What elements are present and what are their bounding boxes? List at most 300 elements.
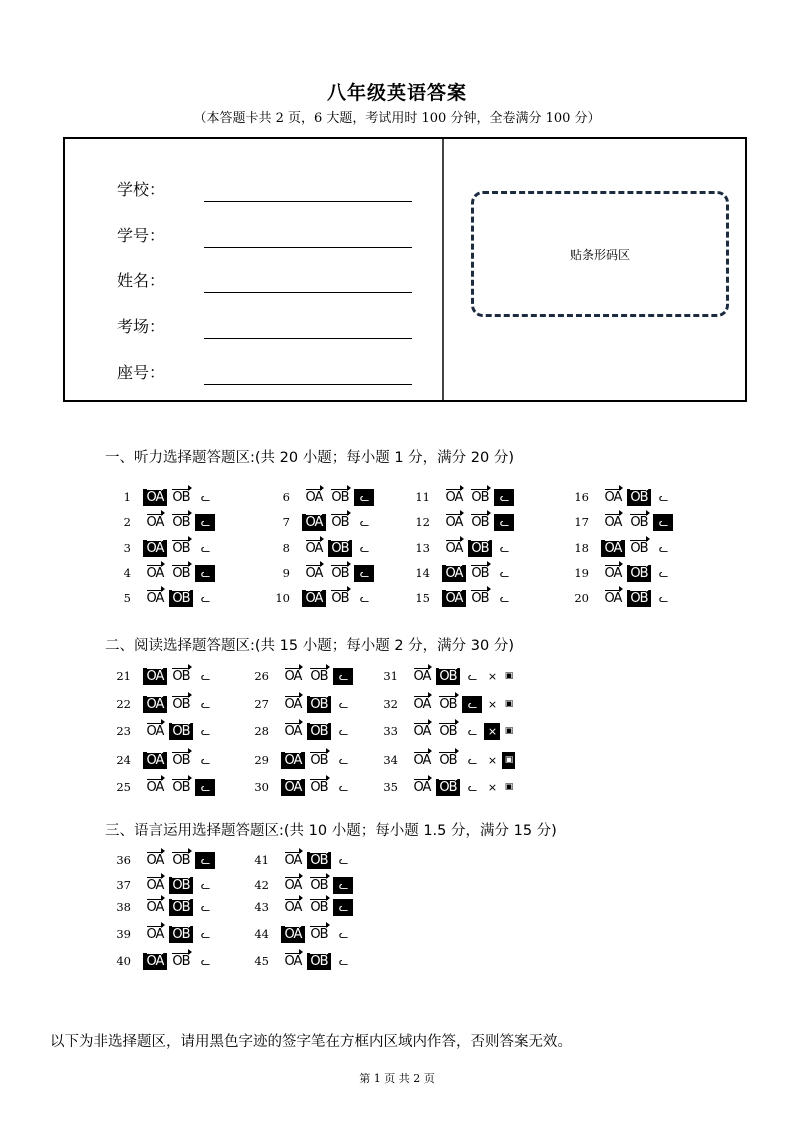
option-a-bubble[interactable] — [281, 926, 305, 943]
option-b-glyph: OB — [172, 565, 190, 581]
option-a-bubble[interactable] — [143, 877, 167, 894]
option-e-bubble[interactable] — [502, 723, 515, 740]
option-c-bubble[interactable] — [354, 540, 374, 557]
option-c-bubble[interactable] — [195, 752, 215, 769]
option-a-bubble[interactable] — [143, 514, 167, 531]
question-number: 24 — [116, 753, 131, 767]
question-number: 2 — [123, 515, 131, 529]
question-31 — [374, 667, 517, 685]
option-a-bubble[interactable] — [281, 752, 305, 769]
option-b-bubble[interactable] — [627, 540, 651, 557]
option-c-bubble[interactable] — [333, 668, 353, 685]
option-a-bubble[interactable] — [601, 590, 625, 607]
option-c-glyph: ᓚ — [338, 878, 348, 892]
option-a-bubble[interactable] — [601, 565, 625, 582]
question-11 — [406, 488, 516, 506]
option-c-bubble[interactable] — [462, 723, 482, 740]
option-a-glyph: OA — [146, 590, 164, 606]
option-b-glyph: OB — [310, 779, 328, 795]
page-number: 第 1 页 共 2 页 — [359, 1072, 435, 1085]
option-b-bubble[interactable] — [307, 668, 331, 685]
question-16 — [565, 488, 675, 506]
question-1 — [107, 488, 217, 506]
question-number: 35 — [383, 780, 398, 794]
option-c-bubble[interactable] — [195, 877, 215, 894]
option-b-bubble[interactable] — [328, 514, 352, 531]
option-c-bubble[interactable] — [333, 752, 353, 769]
option-c-bubble[interactable] — [354, 590, 374, 607]
question-24 — [107, 751, 217, 769]
question-number: 19 — [574, 566, 589, 580]
option-b-bubble[interactable] — [169, 489, 193, 506]
option-c-bubble[interactable] — [354, 489, 374, 506]
option-c-bubble[interactable] — [494, 489, 514, 506]
option-b-glyph: OB — [630, 540, 648, 556]
question-44 — [245, 925, 355, 943]
question-number: 37 — [116, 878, 131, 892]
option-c-bubble[interactable] — [195, 696, 215, 713]
option-a-bubble[interactable] — [601, 489, 625, 506]
option-a-glyph: OA — [604, 514, 622, 530]
option-a-glyph: OA — [445, 565, 463, 581]
option-a-glyph: OA — [604, 489, 622, 505]
option-c-glyph: ᓚ — [200, 566, 210, 580]
option-c-bubble[interactable] — [333, 877, 353, 894]
option-c-bubble[interactable] — [195, 899, 215, 916]
question-number: 28 — [254, 724, 269, 738]
option-c-glyph: ᓚ — [499, 566, 509, 580]
option-b-bubble[interactable] — [169, 590, 193, 607]
option-b-bubble[interactable] — [307, 779, 331, 796]
option-b-bubble[interactable] — [627, 590, 651, 607]
option-b-glyph: OB — [172, 852, 190, 868]
question-45 — [245, 952, 355, 970]
question-number: 16 — [574, 490, 589, 504]
option-b-bubble[interactable] — [307, 752, 331, 769]
option-b-glyph: OB — [439, 723, 457, 739]
option-a-bubble[interactable] — [442, 489, 466, 506]
option-e-glyph: ▣ — [504, 725, 513, 736]
option-a-glyph: OA — [413, 696, 431, 712]
option-b-bubble[interactable] — [436, 696, 460, 713]
question-8 — [266, 539, 376, 557]
option-c-bubble[interactable] — [333, 852, 353, 869]
option-a-bubble[interactable] — [302, 489, 326, 506]
option-a-glyph: OA — [284, 926, 302, 942]
option-b-bubble[interactable] — [169, 752, 193, 769]
option-a-bubble[interactable] — [281, 723, 305, 740]
option-c-glyph: ᓚ — [200, 954, 210, 968]
option-a-bubble[interactable] — [143, 752, 167, 769]
option-a-glyph: OA — [284, 899, 302, 915]
option-c-bubble[interactable] — [462, 696, 482, 713]
option-c-glyph: ᓚ — [338, 724, 348, 738]
option-a-glyph: OA — [284, 723, 302, 739]
name-label: 姓名： — [117, 271, 166, 290]
option-a-bubble[interactable] — [410, 723, 434, 740]
option-c-glyph: ᓚ — [200, 515, 210, 529]
option-d-bubble[interactable] — [484, 752, 500, 769]
option-a-bubble[interactable] — [410, 696, 434, 713]
option-c-bubble[interactable] — [494, 590, 514, 607]
option-a-bubble[interactable] — [410, 752, 434, 769]
question-number: 26 — [254, 669, 269, 683]
option-c-glyph: ᓚ — [338, 853, 348, 867]
option-b-bubble[interactable] — [169, 953, 193, 970]
option-a-bubble[interactable] — [281, 852, 305, 869]
option-c-glyph: ᓚ — [658, 566, 668, 580]
question-number: 8 — [282, 541, 290, 555]
option-c-bubble[interactable] — [462, 779, 482, 796]
option-a-glyph: OA — [284, 696, 302, 712]
option-b-bubble[interactable] — [307, 877, 331, 894]
question-number: 17 — [574, 515, 589, 529]
option-a-glyph: OA — [445, 514, 463, 530]
option-b-bubble[interactable] — [436, 779, 460, 796]
question-number: 38 — [116, 900, 131, 914]
option-a-glyph: OA — [146, 953, 164, 969]
option-a-bubble[interactable] — [442, 540, 466, 557]
option-a-glyph: OA — [146, 514, 164, 530]
option-a-bubble[interactable] — [442, 590, 466, 607]
option-a-glyph: OA — [445, 540, 463, 556]
question-number: 11 — [415, 490, 430, 504]
option-a-glyph: OA — [284, 752, 302, 768]
option-c-glyph: ᓚ — [200, 697, 210, 711]
seat-label: 座号： — [117, 363, 166, 382]
option-c-bubble[interactable] — [195, 953, 215, 970]
question-29 — [245, 751, 355, 769]
option-a-bubble[interactable] — [143, 723, 167, 740]
option-a-glyph: OA — [146, 877, 164, 893]
option-a-glyph: OA — [146, 565, 164, 581]
option-a-glyph: OA — [284, 877, 302, 893]
option-b-glyph: OB — [439, 752, 457, 768]
question-13 — [406, 539, 516, 557]
question-number: 10 — [275, 591, 290, 605]
option-c-bubble[interactable] — [333, 723, 353, 740]
option-c-bubble[interactable] — [195, 668, 215, 685]
option-a-glyph: OA — [305, 514, 323, 530]
option-c-bubble[interactable] — [333, 899, 353, 916]
option-a-bubble[interactable] — [281, 668, 305, 685]
question-41 — [245, 851, 355, 869]
option-b-glyph: OB — [172, 877, 190, 893]
option-c-bubble[interactable] — [653, 565, 673, 582]
option-c-bubble[interactable] — [195, 540, 215, 557]
option-b-bubble[interactable] — [169, 514, 193, 531]
option-a-glyph: OA — [284, 852, 302, 868]
student-id-line — [204, 247, 412, 248]
question-15 — [406, 589, 516, 607]
option-a-glyph: OA — [284, 779, 302, 795]
option-b-glyph: OB — [172, 899, 190, 915]
option-b-bubble[interactable] — [328, 590, 352, 607]
option-c-bubble[interactable] — [494, 540, 514, 557]
option-a-bubble[interactable] — [143, 953, 167, 970]
option-c-bubble[interactable] — [462, 668, 482, 685]
exam-room-line — [204, 338, 412, 339]
option-c-bubble[interactable] — [494, 565, 514, 582]
option-b-bubble[interactable] — [436, 752, 460, 769]
option-b-bubble[interactable] — [436, 723, 460, 740]
option-c-glyph: ᓚ — [359, 591, 369, 605]
question-22 — [107, 695, 217, 713]
option-a-bubble[interactable] — [442, 565, 466, 582]
question-19 — [565, 564, 675, 582]
option-c-glyph: ᓚ — [658, 490, 668, 504]
question-number: 12 — [415, 515, 430, 529]
option-d-glyph: ⨯ — [487, 724, 497, 738]
option-a-glyph: OA — [146, 752, 164, 768]
section-3-heading: 三、语言运用选择题答题区:(共 10 小题；每小题 1.5 分，满分 15 分) — [105, 823, 557, 839]
option-c-bubble[interactable] — [195, 590, 215, 607]
option-a-bubble[interactable] — [143, 668, 167, 685]
option-a-glyph: OA — [146, 852, 164, 868]
option-b-glyph: OB — [310, 668, 328, 684]
question-4 — [107, 564, 217, 582]
option-b-bubble[interactable] — [307, 953, 331, 970]
option-c-glyph: ᓚ — [499, 515, 509, 529]
option-b-bubble[interactable] — [307, 852, 331, 869]
option-a-bubble[interactable] — [302, 540, 326, 557]
option-a-bubble[interactable] — [143, 489, 167, 506]
option-c-bubble[interactable] — [354, 514, 374, 531]
option-a-bubble[interactable] — [601, 514, 625, 531]
option-c-bubble[interactable] — [653, 590, 673, 607]
option-e-bubble[interactable] — [502, 668, 515, 685]
option-e-bubble[interactable] — [502, 779, 515, 796]
option-b-glyph: OB — [310, 696, 328, 712]
option-c-bubble[interactable] — [653, 514, 673, 531]
option-c-bubble[interactable] — [195, 514, 215, 531]
option-b-glyph: OB — [439, 779, 457, 795]
option-a-bubble[interactable] — [143, 779, 167, 796]
option-b-bubble[interactable] — [307, 696, 331, 713]
option-d-glyph: ⨯ — [487, 753, 497, 767]
option-a-bubble[interactable] — [281, 953, 305, 970]
option-d-bubble[interactable] — [484, 668, 500, 685]
option-a-bubble[interactable] — [601, 540, 625, 557]
option-a-bubble[interactable] — [143, 540, 167, 557]
question-number: 3 — [123, 541, 131, 555]
question-23 — [107, 722, 217, 740]
option-b-bubble[interactable] — [169, 852, 193, 869]
option-b-bubble[interactable] — [328, 489, 352, 506]
option-a-glyph: OA — [305, 590, 323, 606]
question-number: 27 — [254, 697, 269, 711]
question-12 — [406, 513, 516, 531]
option-b-bubble[interactable] — [436, 668, 460, 685]
option-a-bubble[interactable] — [302, 514, 326, 531]
option-c-glyph: ᓚ — [338, 954, 348, 968]
option-a-bubble[interactable] — [143, 565, 167, 582]
option-c-glyph: ᓚ — [467, 753, 477, 767]
option-c-bubble[interactable] — [333, 696, 353, 713]
option-d-bubble[interactable] — [484, 696, 500, 713]
option-c-bubble[interactable] — [462, 752, 482, 769]
question-number: 18 — [574, 541, 589, 555]
option-b-bubble[interactable] — [169, 779, 193, 796]
option-a-bubble[interactable] — [281, 877, 305, 894]
option-d-glyph: ⨯ — [487, 780, 497, 794]
option-c-bubble[interactable] — [195, 926, 215, 943]
option-b-bubble[interactable] — [169, 899, 193, 916]
option-b-glyph: OB — [172, 779, 190, 795]
question-26 — [245, 667, 355, 685]
option-a-bubble[interactable] — [281, 696, 305, 713]
option-b-glyph: OB — [310, 723, 328, 739]
question-number: 31 — [383, 669, 398, 683]
option-b-glyph: OB — [630, 514, 648, 530]
option-a-bubble[interactable] — [143, 590, 167, 607]
question-number: 23 — [116, 724, 131, 738]
option-c-bubble[interactable] — [653, 540, 673, 557]
question-number: 32 — [383, 697, 398, 711]
option-b-bubble[interactable] — [627, 514, 651, 531]
option-b-bubble[interactable] — [468, 540, 492, 557]
option-a-glyph: OA — [413, 723, 431, 739]
option-c-bubble[interactable] — [333, 779, 353, 796]
option-b-glyph: OB — [630, 489, 648, 505]
option-b-bubble[interactable] — [169, 723, 193, 740]
option-c-bubble[interactable] — [354, 565, 374, 582]
option-b-glyph: OB — [471, 540, 489, 556]
option-e-bubble[interactable] — [502, 696, 515, 713]
option-e-glyph: ▣ — [504, 754, 513, 765]
option-e-glyph: ▣ — [504, 670, 513, 681]
option-b-bubble[interactable] — [468, 565, 492, 582]
option-d-glyph: ⨯ — [487, 669, 497, 683]
option-a-bubble[interactable] — [143, 696, 167, 713]
option-c-glyph: ᓚ — [658, 541, 668, 555]
option-b-glyph: OB — [630, 565, 648, 581]
option-c-glyph: ᓚ — [200, 878, 210, 892]
question-18 — [565, 539, 675, 557]
option-b-bubble[interactable] — [169, 565, 193, 582]
question-25 — [107, 778, 217, 796]
option-c-glyph: ᓚ — [200, 927, 210, 941]
option-c-glyph: ᓚ — [200, 490, 210, 504]
question-number: 40 — [116, 954, 131, 968]
question-number: 29 — [254, 753, 269, 767]
question-number: 4 — [123, 566, 131, 580]
option-a-bubble[interactable] — [281, 779, 305, 796]
question-number: 25 — [116, 780, 131, 794]
option-c-bubble[interactable] — [333, 953, 353, 970]
school-label: 学校： — [117, 180, 166, 199]
option-c-glyph: ᓚ — [200, 900, 210, 914]
option-a-glyph: OA — [305, 565, 323, 581]
option-b-bubble[interactable] — [468, 489, 492, 506]
option-c-bubble[interactable] — [494, 514, 514, 531]
option-a-glyph: OA — [146, 723, 164, 739]
option-c-bubble[interactable] — [333, 926, 353, 943]
option-b-bubble[interactable] — [169, 696, 193, 713]
option-c-glyph: ᓚ — [200, 541, 210, 555]
option-a-bubble[interactable] — [143, 926, 167, 943]
option-b-bubble[interactable] — [169, 877, 193, 894]
seat-line — [204, 384, 412, 385]
option-c-bubble[interactable] — [195, 565, 215, 582]
option-a-glyph: OA — [305, 540, 323, 556]
option-a-bubble[interactable] — [410, 668, 434, 685]
question-28 — [245, 722, 355, 740]
option-c-glyph: ᓚ — [200, 724, 210, 738]
question-number: 42 — [254, 878, 269, 892]
exam-room-label: 考场： — [117, 317, 166, 336]
option-b-bubble[interactable] — [169, 668, 193, 685]
question-40 — [107, 952, 217, 970]
option-c-bubble[interactable] — [195, 779, 215, 796]
option-d-bubble[interactable] — [484, 779, 500, 796]
question-number: 14 — [415, 566, 430, 580]
name-line — [204, 292, 412, 293]
option-c-glyph: ᓚ — [338, 927, 348, 941]
option-c-bubble[interactable] — [653, 489, 673, 506]
option-b-bubble[interactable] — [328, 565, 352, 582]
option-b-bubble[interactable] — [307, 899, 331, 916]
option-b-glyph: OB — [630, 590, 648, 606]
option-b-bubble[interactable] — [307, 723, 331, 740]
option-c-glyph: ᓚ — [200, 591, 210, 605]
option-c-bubble[interactable] — [195, 852, 215, 869]
question-32 — [374, 695, 517, 713]
option-c-glyph: ᓚ — [359, 490, 369, 504]
option-a-glyph: OA — [604, 590, 622, 606]
option-b-bubble[interactable] — [468, 590, 492, 607]
option-a-bubble[interactable] — [143, 852, 167, 869]
option-c-glyph: ᓚ — [467, 697, 477, 711]
question-number: 41 — [254, 853, 269, 867]
info-divider — [442, 139, 444, 400]
option-b-bubble[interactable] — [169, 926, 193, 943]
option-b-bubble[interactable] — [307, 926, 331, 943]
option-b-glyph: OB — [331, 565, 349, 581]
option-a-bubble[interactable] — [281, 899, 305, 916]
option-b-glyph: OB — [439, 696, 457, 712]
option-a-bubble[interactable] — [143, 899, 167, 916]
option-a-glyph: OA — [413, 752, 431, 768]
option-c-bubble[interactable] — [195, 489, 215, 506]
option-b-glyph: OB — [172, 926, 190, 942]
option-c-bubble[interactable] — [195, 723, 215, 740]
option-b-glyph: OB — [310, 852, 328, 868]
option-d-bubble[interactable] — [484, 723, 500, 740]
option-a-glyph: OA — [146, 540, 164, 556]
question-number: 6 — [282, 490, 290, 504]
option-a-glyph: OA — [305, 489, 323, 505]
option-a-bubble[interactable] — [302, 590, 326, 607]
question-42 — [245, 876, 355, 894]
option-b-glyph: OB — [439, 668, 457, 684]
question-6 — [266, 488, 376, 506]
option-a-bubble[interactable] — [410, 779, 434, 796]
question-number: 13 — [415, 541, 430, 555]
question-9 — [266, 564, 376, 582]
option-a-bubble[interactable] — [302, 565, 326, 582]
option-b-bubble[interactable] — [627, 489, 651, 506]
option-b-glyph: OB — [172, 514, 190, 530]
option-b-bubble[interactable] — [468, 514, 492, 531]
option-b-bubble[interactable] — [169, 540, 193, 557]
non-choice-note: 以下为非选择题区，请用黑色字迹的签字笔在方框内区域内作答，否则答案无效。 — [50, 1034, 572, 1050]
option-b-bubble[interactable] — [627, 565, 651, 582]
option-a-bubble[interactable] — [442, 514, 466, 531]
option-b-bubble[interactable] — [328, 540, 352, 557]
option-e-bubble[interactable] — [502, 752, 515, 769]
option-b-glyph: OB — [172, 752, 190, 768]
